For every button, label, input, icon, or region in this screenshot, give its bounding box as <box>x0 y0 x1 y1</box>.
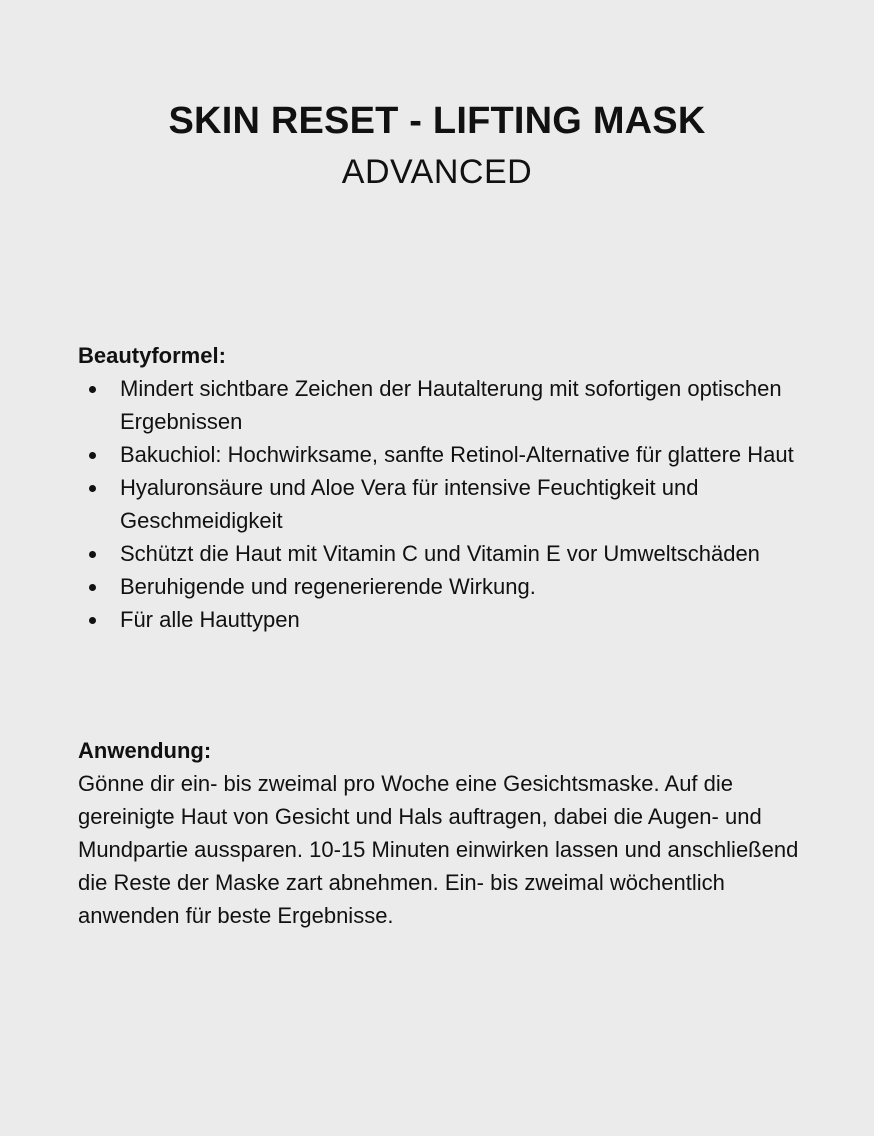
usage-section <box>78 734 808 932</box>
bullet-icon <box>89 452 96 459</box>
list-item-text: Schützt die Haut mit Vitamin C und Vitamin E vor Umweltschäden <box>120 541 760 566</box>
bullet-icon <box>89 617 96 624</box>
list-item-text: Mindert sichtbare Zeichen der Hautalterung mit sofortigen optischen Ergebnissen <box>120 376 782 434</box>
list-item-text: Beruhigende und regenerierende Wirkung. <box>120 574 536 599</box>
list-item-text: Hyaluronsäure und Aloe Vera für intensive Feuchtigkeit und Geschmeidigkeit <box>120 475 699 533</box>
beauty-formula-section <box>78 339 808 636</box>
product-subtitle: ADVANCED <box>341 153 533 191</box>
list-item-text: Bakuchiol: Hochwirksame, sanfte Retinol-Alternative für glattere Haut <box>120 442 794 467</box>
list-item <box>78 603 808 636</box>
product-title: SKIN RESET - LIFTING MASK <box>168 100 706 142</box>
bullet-icon <box>89 551 96 558</box>
usage-heading: Anwendung: <box>78 738 212 763</box>
list-item-text: Für alle Hauttypen <box>120 607 300 632</box>
bullet-icon <box>89 485 96 492</box>
list-item <box>78 438 808 471</box>
bullet-icon <box>89 386 96 393</box>
beauty-formula-heading: Beautyformel: <box>78 343 226 368</box>
list-item <box>78 537 808 570</box>
bullet-icon <box>89 584 96 591</box>
usage-text: Gönne dir ein- bis zweimal pro Woche eine Gesichtsmaske. Auf die gereinigte Haut von Gesicht und Hals auftragen, dabei die Augen- und Mundpartie aussparen. 10-15 Minuten einwirken lassen und anschließend die Reste der Maske zart abnehmen. Ein- bis zweimal wöchentlich anwenden für beste Ergebnisse. <box>78 771 799 928</box>
list-item <box>78 570 808 603</box>
list-item <box>78 372 808 438</box>
beauty-formula-list <box>78 372 808 636</box>
list-item <box>78 471 808 537</box>
